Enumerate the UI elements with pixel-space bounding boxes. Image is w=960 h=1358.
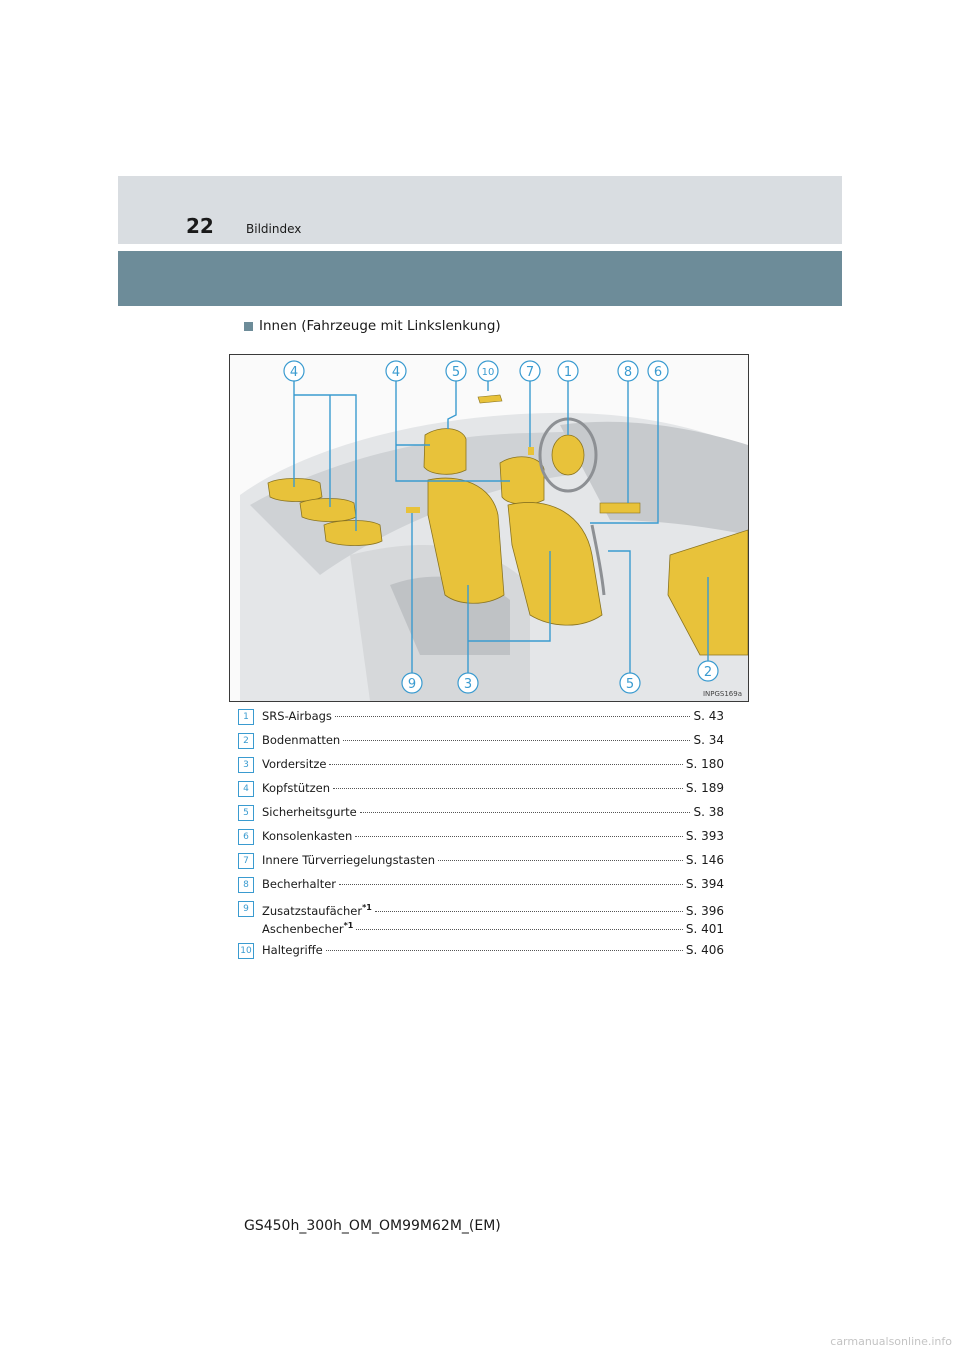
legend-number: 10 <box>238 943 254 959</box>
interior-illustration <box>230 355 748 701</box>
callout-top-3 <box>446 361 466 381</box>
cup-holder <box>600 503 640 513</box>
svg-text:8: 8 <box>623 365 633 380</box>
legend-item <box>238 876 724 900</box>
legend-number: 9 <box>238 901 254 917</box>
legend-number: 2 <box>238 733 254 749</box>
assist-grip <box>478 395 502 403</box>
svg-text:9: 9 <box>407 677 417 692</box>
callout-top-4 <box>478 361 498 381</box>
legend-label: Innere Türverriegelungstasten <box>262 853 435 867</box>
svg-text:1: 1 <box>563 365 573 380</box>
steering-airbag <box>552 435 584 475</box>
page-reference[interactable]: S. 43 <box>693 709 724 723</box>
footnote-marker: *1 <box>343 921 354 930</box>
callout-top-8 <box>648 361 668 381</box>
rear-headrest-center <box>300 499 356 522</box>
legend-label: Sicherheitsgurte <box>262 805 357 819</box>
auxiliary-box <box>406 507 420 513</box>
legend-number: 6 <box>238 829 254 845</box>
legend-item <box>238 828 724 852</box>
legend-number: 8 <box>238 877 254 893</box>
legend-number: 7 <box>238 853 254 869</box>
callout-top-7 <box>618 361 638 381</box>
legend-number: 3 <box>238 757 254 773</box>
legend-number: 5 <box>238 805 254 821</box>
svg-text:10: 10 <box>481 367 495 378</box>
legend-item <box>238 780 724 804</box>
page-reference[interactable]: S. 146 <box>685 853 724 867</box>
callout-bottom-3 <box>620 673 640 693</box>
footnote-marker: *1 <box>362 903 372 912</box>
callout-top-5 <box>520 361 540 381</box>
page-reference[interactable]: S. 180 <box>685 757 724 771</box>
svg-text:4: 4 <box>289 365 299 380</box>
svg-text:6: 6 <box>653 365 663 380</box>
legend-label: Aschenbecher$^{*1}$ <box>262 921 354 936</box>
rear-headrest-right <box>324 521 382 546</box>
document-code-footer: GS450h_300h_OM_OM99M62M_(EM) <box>244 1218 501 1234</box>
legend-item <box>238 732 724 756</box>
page-reference[interactable]: S. 189 <box>685 781 724 795</box>
legend-label: Becherhalter <box>262 877 337 891</box>
legend-item <box>238 942 724 966</box>
legend-number: 4 <box>238 781 254 797</box>
svg-text:2: 2 <box>703 665 713 680</box>
page-reference[interactable]: S. 396 <box>685 903 724 918</box>
page-number: 22 <box>186 214 214 238</box>
svg-text:4: 4 <box>391 365 401 380</box>
page-reference[interactable]: S. 406 <box>685 943 724 957</box>
callout-top-2 <box>386 361 406 381</box>
legend-label: Haltegriffe <box>262 943 323 957</box>
subheading-text: Innen (Fahrzeuge mit Linkslenkung) <box>259 318 501 334</box>
legend-item-continued <box>238 918 724 942</box>
legend-label: Zusatzstaufächer$^{*1}$ <box>262 903 372 918</box>
square-bullet-icon <box>244 322 253 331</box>
page-reference[interactable]: S. 393 <box>685 829 724 843</box>
callout-bottom-4 <box>698 661 718 681</box>
page-reference[interactable]: S. 401 <box>685 921 724 936</box>
legend-label: SRS-Airbags <box>262 709 332 723</box>
callout-top-6 <box>558 361 578 381</box>
section-title: Bildindex <box>246 222 302 236</box>
svg-text:5: 5 <box>625 677 635 692</box>
svg-text:5: 5 <box>451 365 461 380</box>
passenger-headrest <box>424 429 466 475</box>
callout-bottom-2 <box>458 673 478 693</box>
door-lock-switch <box>528 447 534 455</box>
svg-text:3: 3 <box>463 677 473 692</box>
header-band <box>118 176 842 244</box>
legend-label: Bodenmatten <box>262 733 341 747</box>
page-reference[interactable]: S. 34 <box>693 733 724 747</box>
interior-figure <box>229 354 749 702</box>
legend-label: Konsolenkasten <box>262 829 353 843</box>
rear-headrest-left <box>268 479 322 502</box>
figure-code: INPGS169a <box>702 690 742 698</box>
watermark: carmanualsonline.info <box>830 1335 952 1348</box>
chapter-band <box>118 251 842 306</box>
page-reference[interactable]: S. 394 <box>685 877 724 891</box>
legend-item <box>238 708 724 732</box>
callout-bottom-1 <box>402 673 422 693</box>
legend-label: Kopfstützen <box>262 781 331 795</box>
legend-item <box>238 852 724 876</box>
subheading <box>244 318 501 334</box>
legend-item <box>238 804 724 828</box>
page-reference[interactable]: S. 38 <box>693 805 724 819</box>
svg-text:7: 7 <box>525 365 535 380</box>
legend-label: Vordersitze <box>262 757 327 771</box>
callout-top-1 <box>284 361 304 381</box>
legend-list <box>238 708 724 966</box>
legend-item <box>238 756 724 780</box>
legend-number: 1 <box>238 709 254 725</box>
